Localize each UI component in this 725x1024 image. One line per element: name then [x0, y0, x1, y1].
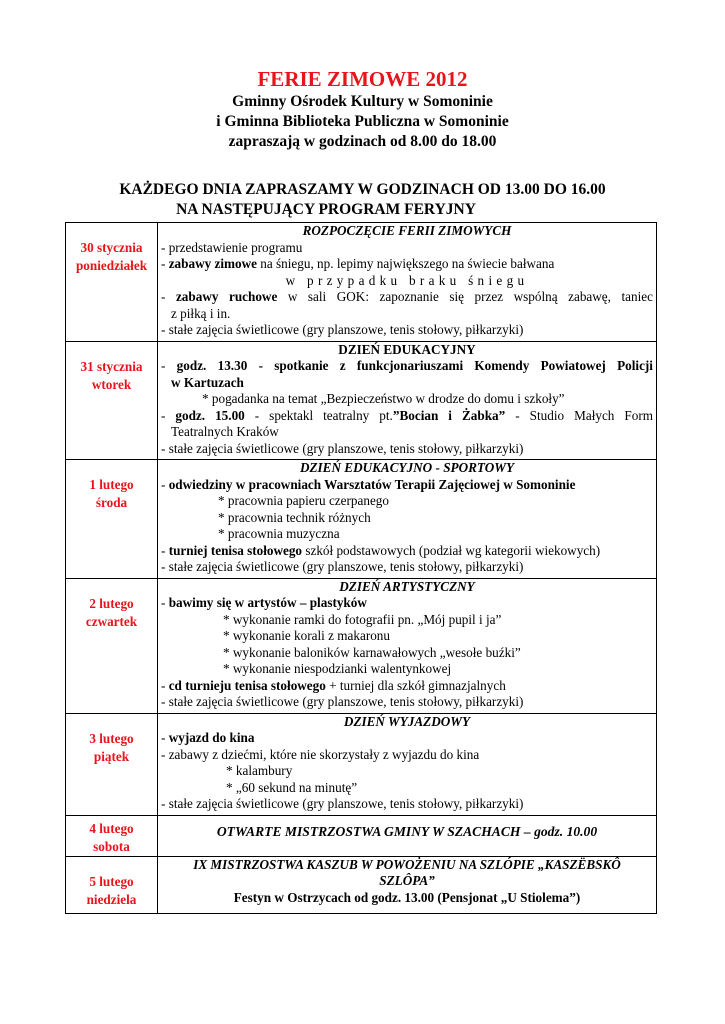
program-item: - turniej tenisa stołowego szkół podstawowych (podział wg kategorii wiekowych) — [161, 542, 601, 558]
day-title: DZIEŃ EDUKACYJNO - SPORTOWY — [299, 460, 515, 475]
header — [0, 66, 725, 152]
day-content — [158, 815, 657, 856]
day-content — [158, 223, 657, 342]
day-cell — [66, 223, 158, 342]
program-item-continued: w Kartuzach — [171, 374, 244, 390]
day-cell — [66, 815, 158, 856]
schedule-row-4-lutego — [66, 815, 657, 856]
day-weekday: wtorek — [91, 376, 132, 392]
program-item: - wyjazd do kina — [161, 730, 255, 745]
program-note: w przypadku braku śniegu — [285, 272, 529, 288]
day-content — [158, 578, 657, 713]
day-weekday: niedziela — [86, 891, 137, 907]
program-item: - godz. 13.30 - spotkanie z funkcjonariuszami Komendy Powiatowej Policji — [161, 358, 653, 373]
program-subitem: * „60 sekund na minutę” — [226, 779, 358, 795]
program-item: - stałe zajęcia świetlicowe (gry planszowe, tenis stołowy, piłkarzyki) — [161, 322, 524, 337]
program-heading — [0, 180, 725, 220]
program-subitem: * wykonanie korali z makaronu — [223, 628, 390, 643]
program-item: - przedstawienie programu — [161, 239, 303, 255]
program-item: - stałe zajęcia świetlicowe (gry planszowe, tenis stołowy, piłkarzyki) — [161, 440, 524, 456]
day-date: 2 lutego — [89, 595, 134, 611]
day-cell — [66, 713, 158, 815]
day-content — [158, 460, 657, 579]
schedule-row-5-lutego — [66, 856, 657, 913]
program-item-continued: z piłką i in. — [171, 305, 231, 321]
day-cell — [66, 341, 158, 460]
hours-line: zapraszają w godzinach od 8.00 do 18.00 — [228, 133, 497, 150]
organizer-line-2: i Gminna Biblioteka Publiczna w Somoninie — [216, 113, 509, 130]
day-date: 30 stycznia — [80, 240, 143, 255]
schedule-row-1-lutego — [66, 460, 657, 579]
day-weekday: piątek — [93, 748, 130, 764]
page-title: FERIE ZIMOWE 2012 — [257, 67, 468, 91]
day-weekday: sobota — [93, 838, 130, 854]
program-subitem: * pogadanka na temat „Bezpieczeństwo w drodze do domu i szkoły” — [202, 391, 565, 406]
day-title: ROZPOCZĘCIE FERII ZIMOWYCH — [302, 223, 512, 238]
day-title: DZIEŃ WYJAZDOWY — [343, 713, 471, 729]
day-weekday: poniedziałek — [75, 258, 148, 273]
day-content — [158, 856, 657, 913]
program-heading-line-1: KAŻDEGO DNIA ZAPRASZAMY W GODZINACH OD 13.00 DO 16.00 — [119, 181, 606, 198]
day-title-line-1: IX MISTRZOSTWA KASZUB W POWOŻENIU NA SZLÓPIE „KASZËBSKÔ — [193, 856, 621, 872]
program-item: - bawimy się w artystów – plastyków — [161, 595, 367, 610]
program-item: - stałe zajęcia świetlicowe (gry planszowe, tenis stołowy, piłkarzyki) — [161, 559, 524, 574]
day-cell — [66, 460, 158, 579]
schedule-row-31-stycznia — [66, 341, 657, 460]
program-item-continued: Teatralnych Kraków — [171, 424, 279, 439]
program-item: - zabawy zimowe na śniegu, np. lepimy największego na świecie bałwana — [161, 256, 555, 271]
day-cell — [66, 578, 158, 713]
day-title: DZIEŃ ARTYSTYCZNY — [339, 578, 475, 594]
day-date: 5 lutego — [89, 873, 134, 889]
organizer-line-1: Gminny Ośrodek Kultury w Somoninie — [232, 93, 493, 110]
day-date: 4 lutego — [89, 820, 134, 836]
day-cell — [66, 856, 158, 913]
program-subitem: * wykonanie baloników karnawałowych „wesołe buźki” — [223, 644, 521, 660]
day-date: 3 lutego — [89, 730, 134, 746]
program-item: - stałe zajęcia świetlicowe (gry planszowe, tenis stołowy, piłkarzyki) — [161, 694, 524, 709]
schedule-row-2-lutego — [66, 578, 657, 713]
program-item: - zabawy ruchowe w sali GOK: zapoznanie się przez wspólną zabawę, taniec — [161, 289, 653, 304]
schedule-row-3-lutego — [66, 713, 657, 815]
program-subitem: * pracownia muzyczna — [218, 526, 340, 541]
program-item: - godz. 15.00 - spektakl teatralny pt.”Bocian i Żabka” - Studio Małych Form — [161, 407, 653, 423]
day-title: DZIEŃ EDUKACYJNY — [338, 341, 476, 357]
program-subitem: * wykonanie ramki do fotografii pn. „Mój pupil i ja” — [223, 611, 502, 627]
day-title-line-2: SZLÔPA” — [379, 873, 435, 888]
program-subitem: * wykonanie niespodzianki walentynkowej — [223, 661, 452, 676]
program-subitem: * pracownia papieru czerpanego — [218, 493, 389, 508]
day-weekday: środa — [95, 495, 128, 510]
day-date: 1 lutego — [89, 477, 134, 492]
program-item: - odwiedziny w pracowniach Warsztatów Terapii Zajęciowej w Somoninie — [161, 476, 576, 492]
day-content — [158, 713, 657, 815]
day-weekday: czwartek — [85, 613, 138, 629]
program-item: Festyn w Ostrzycach od godz. 13.00 (Pensjonat „U Stiolema”) — [233, 889, 581, 905]
program-subitem: * pracownia technik różnych — [218, 509, 371, 525]
day-date: 31 stycznia — [80, 358, 143, 374]
day-title: OTWARTE MISTRZOSTWA GMINY W SZACHACH – godz. 10.00 — [216, 823, 598, 839]
schedule-row-30-stycznia — [66, 223, 657, 342]
program-item: - cd turnieju tenisa stołowego + turniej dla szkół gimnazjalnych — [161, 677, 506, 693]
program-subitem: * kalambury — [226, 763, 293, 778]
program-item: - zabawy z dziećmi, które nie skorzystały z wyjazdu do kina — [161, 746, 480, 762]
schedule-table — [65, 222, 657, 914]
day-content — [158, 341, 657, 460]
program-heading-line-2: NA NASTĘPUJĄCY PROGRAM FERYJNY — [176, 201, 476, 218]
program-item: - stałe zajęcia świetlicowe (gry planszowe, tenis stołowy, piłkarzyki) — [161, 796, 524, 811]
